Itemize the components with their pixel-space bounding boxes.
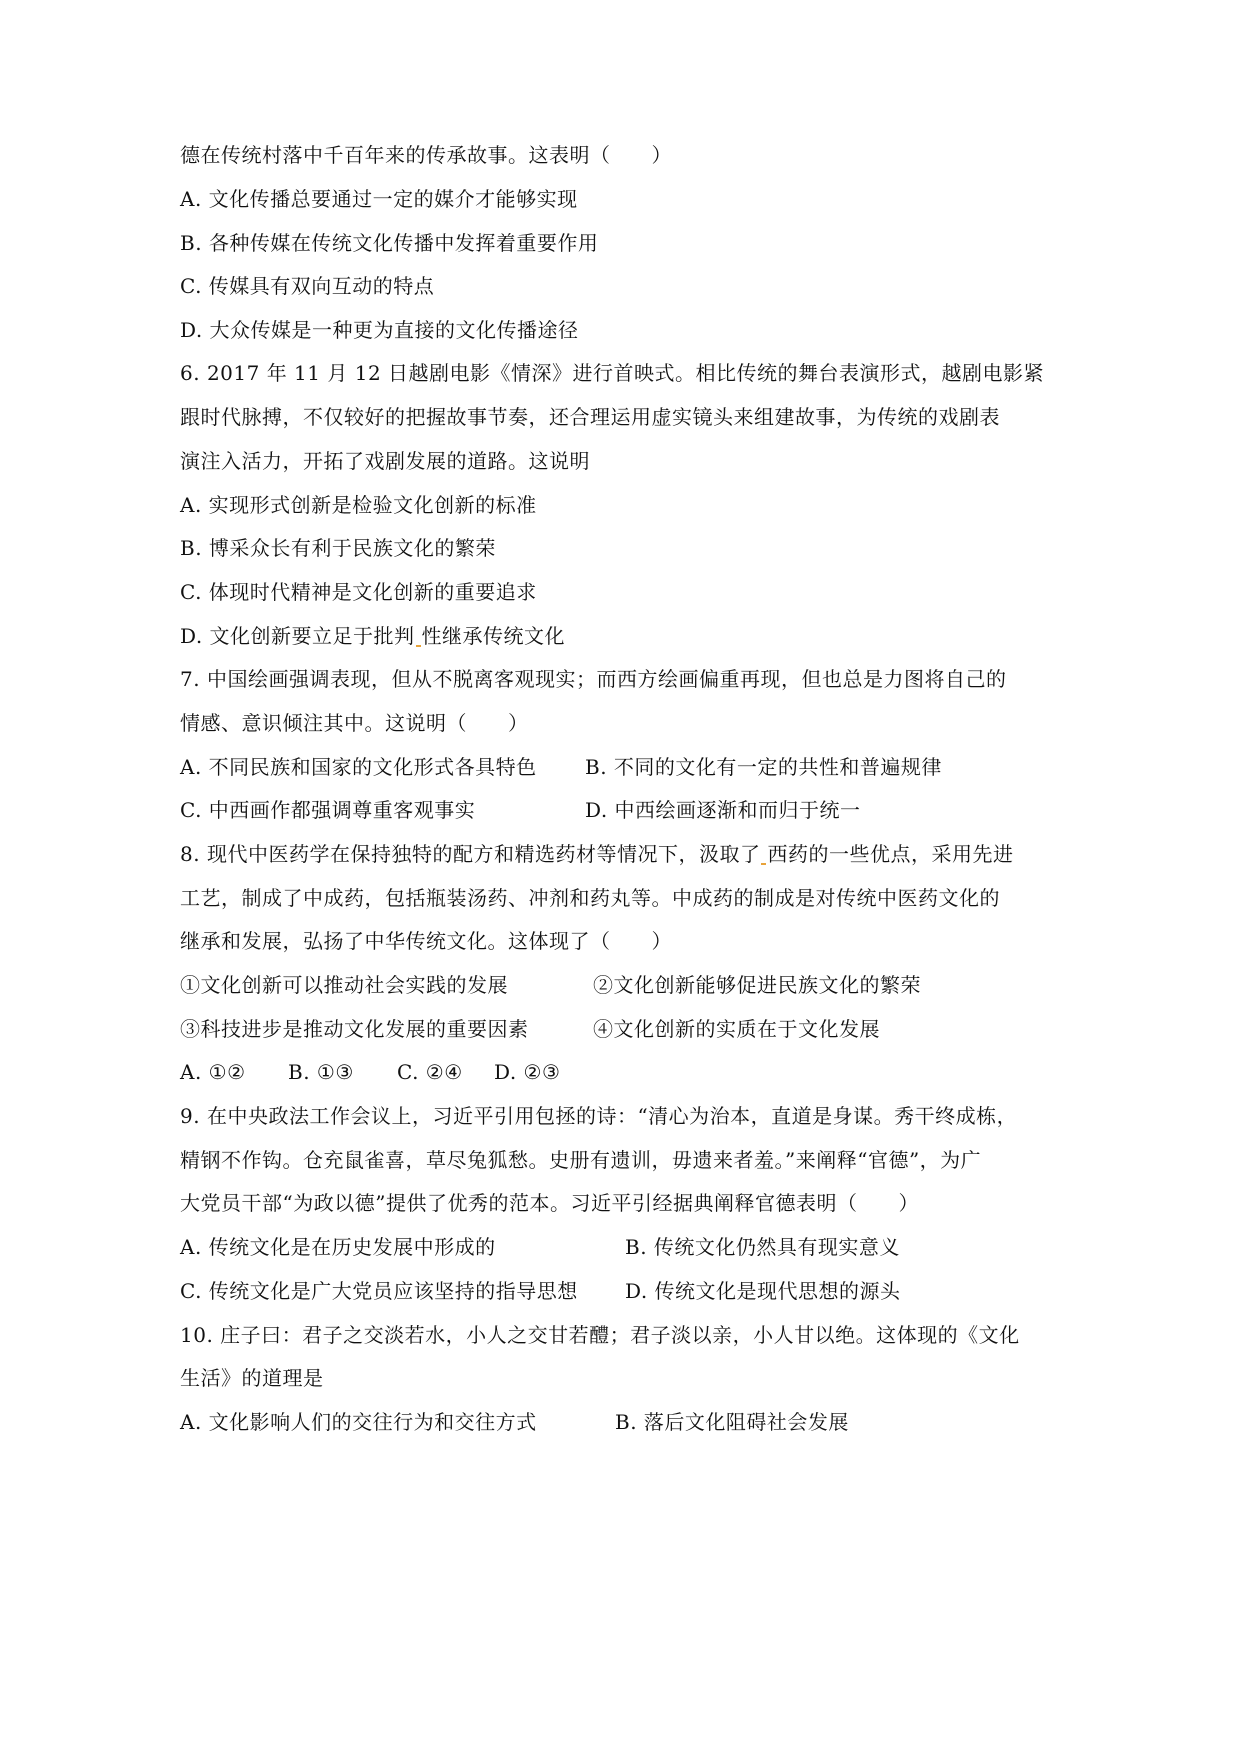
q6-stem-line-2: 跟时代脉搏，不仅较好的把握故事节奏，还合理运用虚实镜头来组建故事，为传统的戏剧表 [180,405,1000,429]
q8-stem-line-1-part2: 西药的一些优点，采用先进 [767,842,1014,866]
q8-option-d: D. ②③ [494,1060,561,1084]
q10-option-a: A. 文化影响人们的交往行为和交往方式 [180,1410,537,1434]
q6-option-b: B. 博采众长有利于民族文化的繁荣 [180,536,496,560]
q7-stem-line-1: 7. 中国绘画强调表现，但从不脱离客观现实；而西方绘画偏重再现，但也总是力图将自己的 [180,667,1007,691]
q6-option-d [180,621,565,651]
q8-stem-line-3: 继承和发展，弘扬了中华传统文化。这体现了（ ） [180,929,672,953]
q7-option-d: D. 中西绘画逐渐和而归于统一 [585,798,861,822]
q8-stem-line-1-part1: 8. 现代中医药学在保持独特的配方和精选药材等情况下，汲取了 [180,842,761,866]
q9-option-d: D. 传统文化是现代思想的源头 [625,1279,901,1303]
q5-option-c: C. 传媒具有双向互动的特点 [180,274,435,298]
q7-option-b: B. 不同的文化有一定的共性和普遍规律 [585,755,942,779]
q6-option-d-part2: 性继承传统文化 [421,624,566,648]
q8-option-b: B. ①③ [288,1060,354,1084]
q9-option-c: C. 传统文化是广大党员应该坚持的指导思想 [180,1279,578,1303]
q8-stem-line-2: 工艺，制成了中成药，包括瓶装汤药、冲剂和药丸等。中成药的制成是对传统中医药文化的 [180,886,1000,910]
q9-stem-line-2: 精钢不作钩。仓充鼠雀喜，草尽兔狐愁。史册有遗训，毋遗来者羞。”来阐释“官德”，为广 [180,1148,982,1172]
q9-option-b: B. 传统文化仍然具有现实意义 [625,1235,900,1259]
q10-stem-line-1: 10. 庄子曰：君子之交淡若水，小人之交甘若醴；君子淡以亲，小人甘以绝。这体现的《文化 [180,1323,1020,1347]
q9-option-a: A. 传统文化是在历史发展中形成的 [180,1235,496,1259]
q8-statement-2: ②文化创新能够促进民族文化的繁荣 [593,973,921,997]
q8-option-c: C. ②④ [397,1060,463,1084]
q9-stem-line-1: 9. 在中央政法工作会议上，习近平引用包拯的诗：“清心为治本，直道是身谋。秀干终成栋， [180,1104,1018,1128]
q5-option-b: B. 各种传媒在传统文化传播中发挥着重要作用 [180,231,599,255]
q6-stem-line-3: 演注入活力，开拓了戏剧发展的道路。这说明 [180,449,590,473]
q7-stem-line-2: 情感、意识倾注其中。这说明（ ） [180,711,529,735]
q6-stem-line-1: 6. 2017 年 11 月 12 日越剧电影《情深》进行首映式。相比传统的舞台表演形式，越剧电影紧 [180,361,1045,385]
q8-option-a: A. ①② [180,1060,246,1084]
q6-option-c: C. 体现时代精神是文化创新的重要追求 [180,580,537,604]
q5-option-a: A. 文化传播总要通过一定的媒介才能够实现 [180,187,578,211]
edit-mark-icon [761,863,766,865]
edit-mark-icon [416,645,421,647]
q9-stem-line-3: 大党员干部“为政以德”提供了优秀的范本。习近平引经据典阐释官德表明（ ） [180,1191,919,1215]
q8-statement-1: ①文化创新可以推动社会实践的发展 [180,973,508,997]
q8-stem-line-1 [180,839,1013,869]
q5-stem-end: 德在传统村落中千百年来的传承故事。这表明（ ） [180,143,672,167]
q7-option-c: C. 中西画作都强调尊重客观事实 [180,798,476,822]
q5-option-d: D. 大众传媒是一种更为直接的文化传播途径 [180,318,579,342]
q8-statement-4: ④文化创新的实质在于文化发展 [593,1017,880,1041]
q10-stem-line-2: 生活》的道理是 [180,1366,324,1390]
q6-option-a: A. 实现形式创新是检验文化创新的标准 [180,493,537,517]
q8-statement-3: ③科技进步是推动文化发展的重要因素 [180,1017,529,1041]
q7-option-a: A. 不同民族和国家的文化形式各具特色 [180,755,537,779]
q6-option-d-part1: D. 文化创新要立足于批判 [180,624,415,648]
q10-option-b: B. 落后文化阻碍社会发展 [615,1410,849,1434]
